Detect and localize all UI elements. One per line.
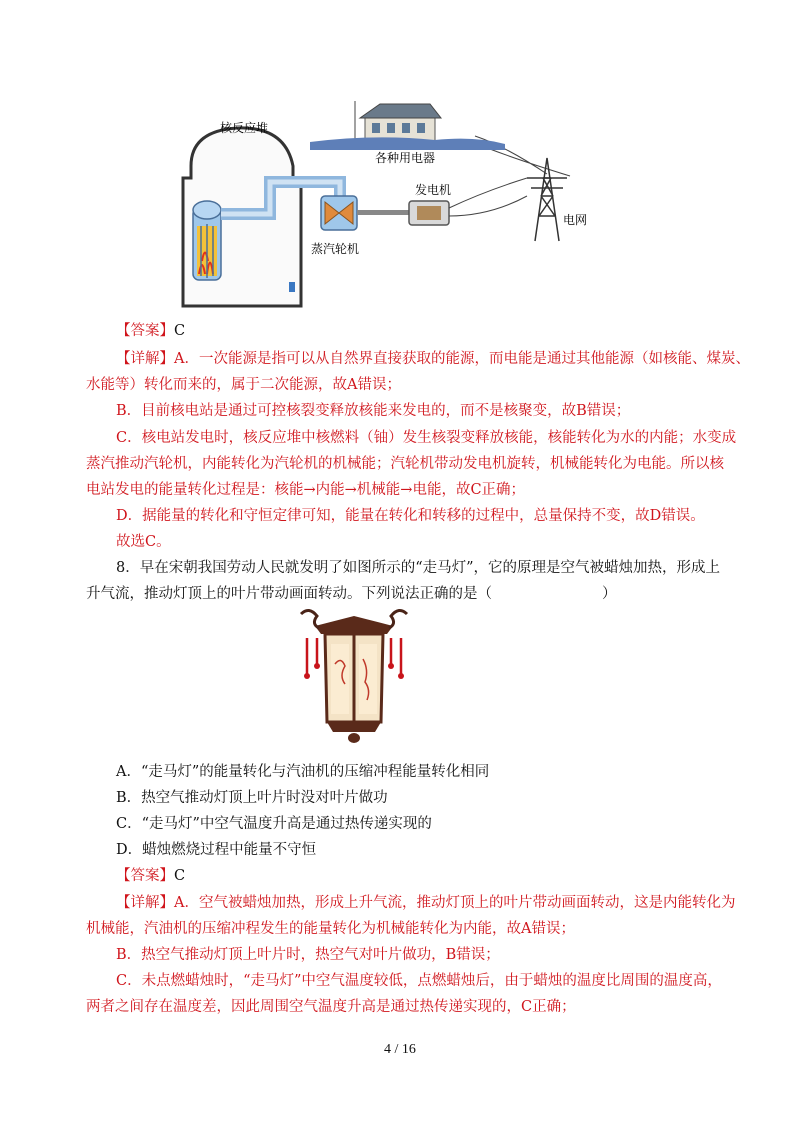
- q8-option-c: C．“走马灯”中空气温度升高是通过热传递实现的: [116, 816, 432, 832]
- detail-tag: 【详解】: [116, 351, 174, 367]
- answer-value: C: [174, 868, 186, 884]
- house: [355, 101, 441, 142]
- answer-value: C: [174, 323, 186, 339]
- lantern-bottom: [327, 722, 381, 732]
- q7-detail-c-line3: 电站发电的能量转化过程是：核能→内能→机械能→电能，故C正确；: [86, 482, 526, 498]
- q8-answer: [116, 866, 185, 886]
- turbine-shaft: [357, 210, 409, 215]
- label-grid: 电网: [563, 213, 588, 227]
- stem-close: ）: [602, 586, 617, 602]
- q8-option-d: D．蜡烛燃烧过程中能量不守恒: [116, 842, 317, 858]
- detail-text: A．一次能源是指可以从自然界直接获取的能源，而电能是通过其他能源（如核能、煤炭、: [174, 351, 750, 367]
- label-turbine: 蒸汽轮机: [311, 242, 360, 256]
- label-generator: 发电机: [415, 183, 452, 197]
- detail-tag: 【详解】: [116, 895, 174, 911]
- q8-stem-line2: [86, 584, 617, 604]
- lantern-top: [315, 616, 393, 634]
- answer-tag: 【答案】: [116, 323, 174, 339]
- q8-detail-a-line1: [116, 893, 735, 913]
- q7-detail-a-line2: 水能等）转化而来的，属于二次能源，故A错误；: [86, 377, 401, 393]
- label-reactor: 核反应堆: [220, 121, 269, 135]
- q8-detail-a-line2: 机械能，汽油机的压缩冲程发生的能量转化为机械能转化为内能，故A错误；: [86, 921, 575, 937]
- q7-detail-a-line1: [116, 349, 750, 369]
- stem-text: 升气流，推动灯顶上的叶片带动画面转动。下列说法正确的是（: [86, 586, 492, 602]
- dragon-right: [389, 610, 407, 628]
- q7-detail-d: D．据能量的转化和守恒定律可知，能量在转化和转移的过程中，总量保持不变，故D错误。: [116, 508, 705, 524]
- transmission-tower: [527, 158, 567, 241]
- q7-detail-c-line1: C．核电站发电时，核反应堆中核燃料（铀）发生核裂变释放核能，核能转化为水的内能；水变成: [116, 430, 737, 446]
- label-appliances: 各种用电器: [375, 151, 436, 165]
- nuclear-plant-figure: [175, 96, 605, 311]
- reactor-top: [193, 201, 221, 219]
- q7-detail-c-line2: 蒸汽推动汽轮机，内能转化为汽轮机的机械能；汽轮机带动发电机旋转，机械能转化为电能。所以核: [86, 456, 724, 472]
- q7-answer: [116, 321, 185, 341]
- q8-detail-c-line1: C．未点燃蜡烛时，“走马灯”中空气温度较低，点燃蜡烛后，由于蜡烛的温度比周围的温度高，: [116, 973, 722, 989]
- detail-text: A．空气被蜡烛加热，形成上升气流，推动灯顶上的叶片带动画面转动，这是内能转化为: [174, 895, 736, 911]
- landscape: [310, 137, 505, 150]
- q7-conclusion: 故选C。: [116, 534, 171, 550]
- answer-tag: 【答案】: [116, 868, 174, 884]
- q8-option-a: A．“走马灯”的能量转化与汽油机的压缩冲程能量转化相同: [116, 764, 490, 780]
- q8-detail-c-line2: 两者之间存在温度差，因此周围空气温度升高是通过热传递实现的，C正确；: [86, 999, 576, 1015]
- dragon-left: [301, 610, 319, 628]
- q8-stem-line1: 8．早在宋朝我国劳动人民就发明了如图所示的“走马灯”，它的原理是空气被蜡烛加热，形成上: [116, 560, 721, 576]
- q8-option-b: B．热空气推动灯顶上叶片时没对叶片做功: [116, 790, 388, 806]
- page-number: 4 / 16: [384, 1042, 416, 1057]
- q7-detail-b: B．目前核电站是通过可控核裂变释放核能来发电的，而不是核聚变，故B错误；: [116, 403, 631, 419]
- q8-detail-b: B．热空气推动灯顶上叶片时，热空气对叶片做功，B错误；: [116, 947, 500, 963]
- revolving-lantern-figure: [295, 604, 413, 746]
